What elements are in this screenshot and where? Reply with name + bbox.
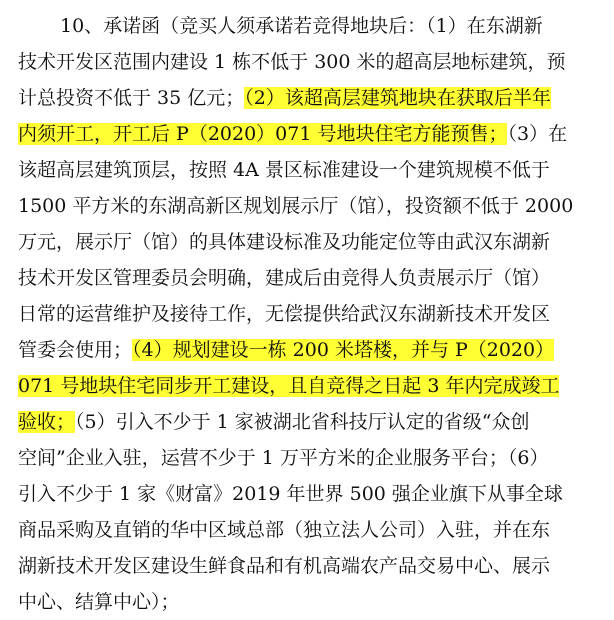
highlighted-text: 071 号地块住宅同步开工建设，且自竞得之日起 3 年内完成竣工	[18, 375, 560, 397]
paragraph-line	[18, 152, 550, 188]
text-segment: 引入不少于 1 家《财富》2019 年世界 500 强企业旗下从事全球	[18, 483, 563, 505]
paragraph-line	[18, 512, 550, 548]
paragraph-line	[18, 80, 551, 116]
paragraph-line	[18, 548, 550, 584]
text-segment: （5）引入不少于 1 家被湖北省科技厅认定的省级“众创	[75, 411, 530, 433]
paragraph-line	[18, 296, 550, 332]
paragraph-line	[60, 8, 543, 44]
text-segment: 万元，展示厅（馆）的具体建设标准及功能定位等由武汉东湖新	[18, 231, 551, 253]
highlighted-text: 验收；	[18, 411, 76, 433]
paragraph-line	[18, 116, 567, 152]
text-segment: 该超高层建筑顶层，按照 4A 景区标准建设一个建筑规模不低于	[18, 159, 550, 181]
text-segment: （3）在	[507, 123, 568, 145]
text-segment: 10、承诺函（竞买人须承诺若竞得地块后：（1）在东湖新	[60, 15, 543, 37]
highlighted-text: （4）规划建设一栋 200 米塔楼，并与 P（2020）	[132, 339, 555, 361]
paragraph-line	[18, 332, 554, 368]
text-segment: 管委会使用；	[18, 339, 133, 361]
paragraph-line	[18, 44, 566, 80]
paragraph-line	[18, 188, 573, 224]
paragraph-line	[18, 368, 559, 404]
text-segment: 技术开发区范围内建设 1 栋不低于 300 米的超高层地标建筑，预	[18, 51, 566, 73]
text-segment: 技术开发区管理委员会明确，建成后由竞得人负责展示厅（馆）	[18, 267, 551, 289]
paragraph-line	[18, 476, 563, 512]
text-segment: 计总投资不低于 35 亿元；	[18, 87, 245, 109]
highlighted-text: 内须开工，开工后 P（2020）071 号地块住宅方能预售；	[18, 123, 508, 145]
text-segment: 空间”企业入驻，运营不少于 1 万平方米的企业服务平台；（6）	[18, 447, 549, 469]
text-segment: 湖新技术开发区建设生鲜食品和有机高端农产品交易中心、展示	[18, 555, 551, 577]
paragraph-line	[18, 260, 550, 296]
text-segment: 商品采购及直销的华中区域总部（独立法人公司）入驻，并在东	[18, 519, 551, 541]
text-segment: 1500 平方米的东湖高新区规划展示厅（馆），投资额不低于 2000	[18, 195, 574, 217]
paragraph-line	[18, 440, 548, 476]
paragraph-line	[18, 224, 550, 260]
text-segment: 中心、结算中心）；	[18, 591, 180, 613]
highlighted-text: （2）该超高层建筑地块在获取后半年	[244, 87, 551, 109]
text-segment: 日常的运营维护及接待工作，无偿提供给武汉东湖新技术开发区	[18, 303, 551, 325]
paragraph-line	[18, 404, 530, 440]
paragraph-line	[18, 584, 180, 620]
